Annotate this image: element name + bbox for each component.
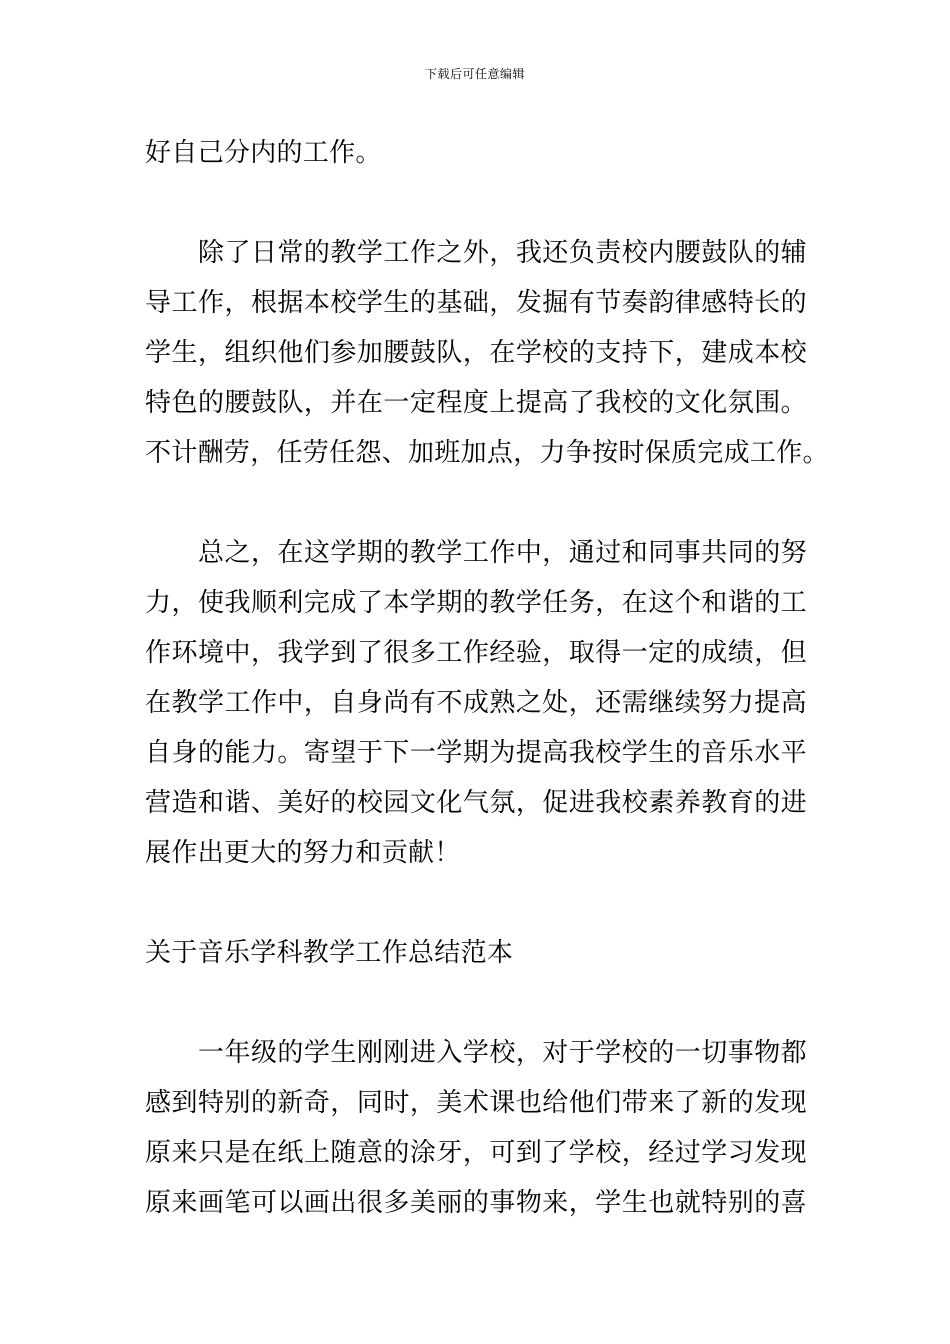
paragraph-gap [145,178,807,228]
text-line: 展作出更大的努力和贡献！ [145,838,461,868]
text-line: 营造和谐、美好的校园文化气氛，促进我校素养教育的进 [145,788,807,818]
text-line: 学生，组织他们参加腰鼓队，在学校的支持下，建成本校 [145,338,807,368]
paragraph-drum-team [145,228,829,478]
text-line: 除了日常的教学工作之外，我还负责校内腰鼓队的辅 [145,238,807,268]
text-line: 导工作，根据本校学生的基础，发掘有节奏韵律感特长的 [145,288,807,318]
page-header: 下载后可任意编辑 [424,67,525,81]
text-line: 总之，在这学期的教学工作中，通过和同事共同的努 [145,538,807,568]
document-body [145,128,829,1228]
text-line: 原来只是在纸上随意的涂牙，可到了学校，经过学习发现 [145,1138,807,1168]
paragraph-gap [145,478,807,528]
text-line: 好自己分内的工作。 [145,138,382,168]
paragraph-first-grade [145,1028,807,1228]
paragraph-continuation [145,128,807,178]
paragraph-summary [145,528,807,878]
text-line: 不计酬劳，任劳任怨、加班加点，力争按时保质完成工作。 [145,438,829,468]
text-line: 自身的能力。寄望于下一学期为提高我校学生的音乐水平 [145,738,807,768]
section-title-text: 关于音乐学科教学工作总结范本 [145,938,514,968]
text-line: 一年级的学生刚刚进入学校，对于学校的一切事物都 [145,1038,807,1068]
text-line: 在教学工作中，自身尚有不成熟之处，还需继续努力提高 [145,688,807,718]
section-title [145,928,807,978]
paragraph-gap [145,978,807,1028]
text-line: 感到特别的新奇，同时，美术课也给他们带来了新的发现 [145,1088,807,1118]
text-line: 特色的腰鼓队，并在一定程度上提高了我校的文化氛围。 [145,388,807,418]
text-line: 作环境中，我学到了很多工作经验，取得一定的成绩，但 [145,638,807,668]
text-line: 原来画笔可以画出很多美丽的事物来，学生也就特别的喜 [145,1188,807,1218]
text-line: 力，使我顺利完成了本学期的教学任务，在这个和谐的工 [145,588,807,618]
paragraph-gap [145,878,807,928]
